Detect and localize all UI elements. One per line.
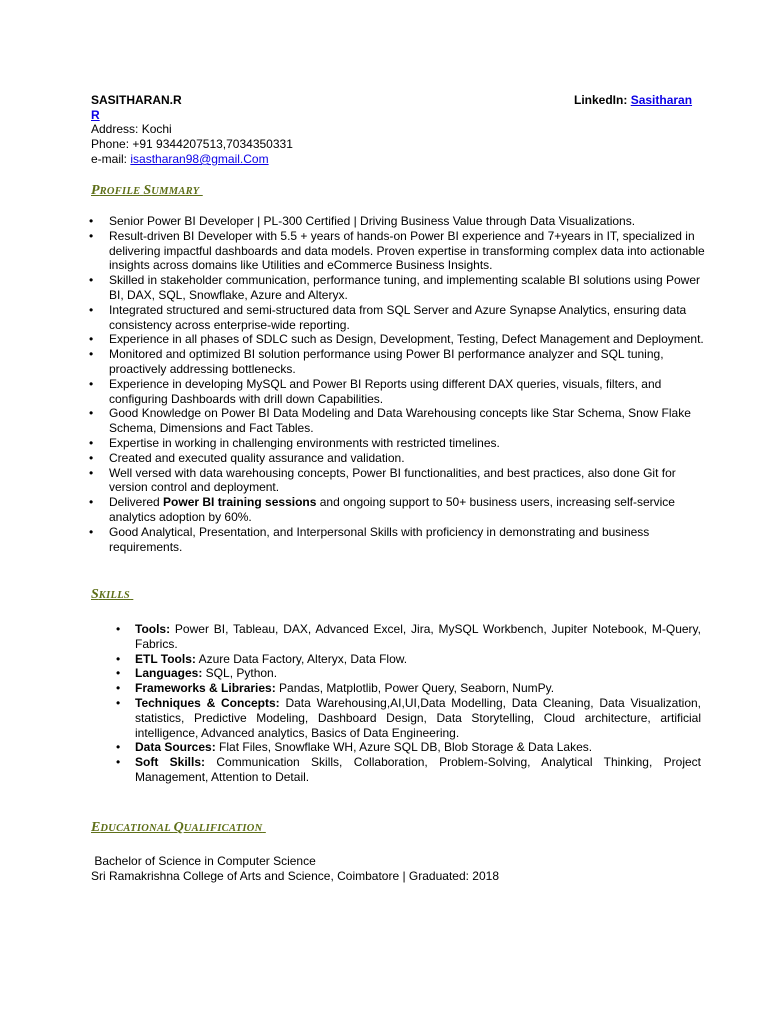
email-link[interactable]: isastharan98@gmail.Com — [130, 152, 269, 166]
list-item: • Good Knowledge on Power BI Data Modeling and Data Warehousing concepts like Star Schema, Snow Flake Schema, Dimensions and Fact Tables. — [91, 406, 711, 436]
list-item: • Skilled in stakeholder communication, performance tuning, and implementing scalable BI solutions using Power BI, DAX, SQL, Snowflake, Azure and Alteryx. — [91, 273, 711, 303]
phone: Phone: +91 9344207513,7034350331 — [91, 137, 293, 151]
skill-item: • Soft Skills: Communication Skills, Collaboration, Problem-Solving, Analytical Thinking, Project Management, Attention to Detail. — [118, 755, 701, 785]
degree: Bachelor of Science in Computer Science — [91, 854, 316, 868]
skill-item: • Frameworks & Libraries: Pandas, Matplotlib, Power Query, Seaborn, NumPy. — [118, 681, 701, 696]
skill-item: • Data Sources: Flat Files, Snowflake WH, Azure SQL DB, Blob Storage & Data Lakes. — [118, 740, 701, 755]
list-item: • Created and executed quality assurance and validation. — [91, 451, 711, 466]
list-item: • Result-driven BI Developer with 5.5 + years of hands-on Power BI experience and 7+years in IT, specialized in delivering impactful dashboards and data models. Proven expertise in transforming complex data into actionable insights across domains like Utilities and eCommerce Business Insights. — [91, 229, 711, 273]
list-item: • Expertise in working in challenging environments with restricted timelines. — [91, 436, 711, 451]
list-item: • Experience in developing MySQL and Power BI Reports using different DAX queries, visuals, filters, and configuring Dashboards with drill down Capabilities. — [91, 377, 711, 407]
linkedin-row — [574, 93, 692, 108]
skills-heading: SKILLS — [91, 587, 131, 602]
skill-item: • Languages: SQL, Python. — [118, 666, 701, 681]
list-item: • Senior Power BI Developer | PL-300 Certified | Driving Business Value through Data Visualizations. — [91, 214, 711, 229]
list-item: • Good Analytical, Presentation, and Interpersonal Skills with proficiency in demonstrating and business requirements. — [91, 525, 711, 555]
address: Address: Kochi — [91, 122, 172, 136]
candidate-name: SASITHARAN.R — [91, 93, 182, 107]
skill-item: • ETL Tools: Azure Data Factory, Alteryx, Data Flow. — [118, 652, 701, 667]
list-item: • Well versed with data warehousing concepts, Power BI functionalities, and best practices, also done Git for version control and deployment. — [91, 466, 711, 496]
skill-item: • Techniques & Concepts: Data Warehousing,AI,UI,Data Modelling, Data Cleaning, Data Visualization, statistics, Predictive Modeling, Dashboard Design, Data Storytelling, Cloud architecture, artificial intelligence, Advanced analytics, Basics of Data Engineering. — [118, 696, 701, 740]
email-label: e-mail: — [91, 152, 128, 166]
linkedin-label: LinkedIn: — [574, 93, 628, 107]
list-item: • Experience in all phases of SDLC such as Design, Development, Testing, Defect Management and Deployment. — [91, 332, 711, 347]
education-heading: EDUCATIONAL QUALIFICATION — [91, 820, 263, 835]
email-row — [91, 152, 269, 167]
list-item: • Monitored and optimized BI solution performance using Power BI performance analyzer and SQL tuning, proactively addressing bottlenecks. — [91, 347, 711, 377]
list-item: • Integrated structured and semi-structured data from SQL Server and Azure Synapse Analytics, ensuring data consistency across enterprise-wide reporting. — [91, 303, 711, 333]
college: Sri Ramakrishna College of Arts and Science, Coimbatore | Graduated: 2018 — [91, 869, 499, 883]
list-item-training: • Delivered Power BI training sessions and ongoing support to 50+ business users, increasing self-service analytics adoption by 60%. — [91, 495, 711, 525]
skills-list — [118, 622, 701, 785]
profile-summary-list — [91, 214, 711, 554]
linkedin-link[interactable]: Sasitharan — [630, 93, 693, 107]
profile-summary-heading: PROFILE SUMMARY — [91, 183, 200, 198]
skill-item: • Tools: Power BI, Tableau, DAX, Advanced Excel, Jira, MySQL Workbench, Jupiter Notebook, M-Query, Fabrics. — [118, 622, 701, 652]
linkedin-link-continuation[interactable]: R — [91, 108, 100, 122]
